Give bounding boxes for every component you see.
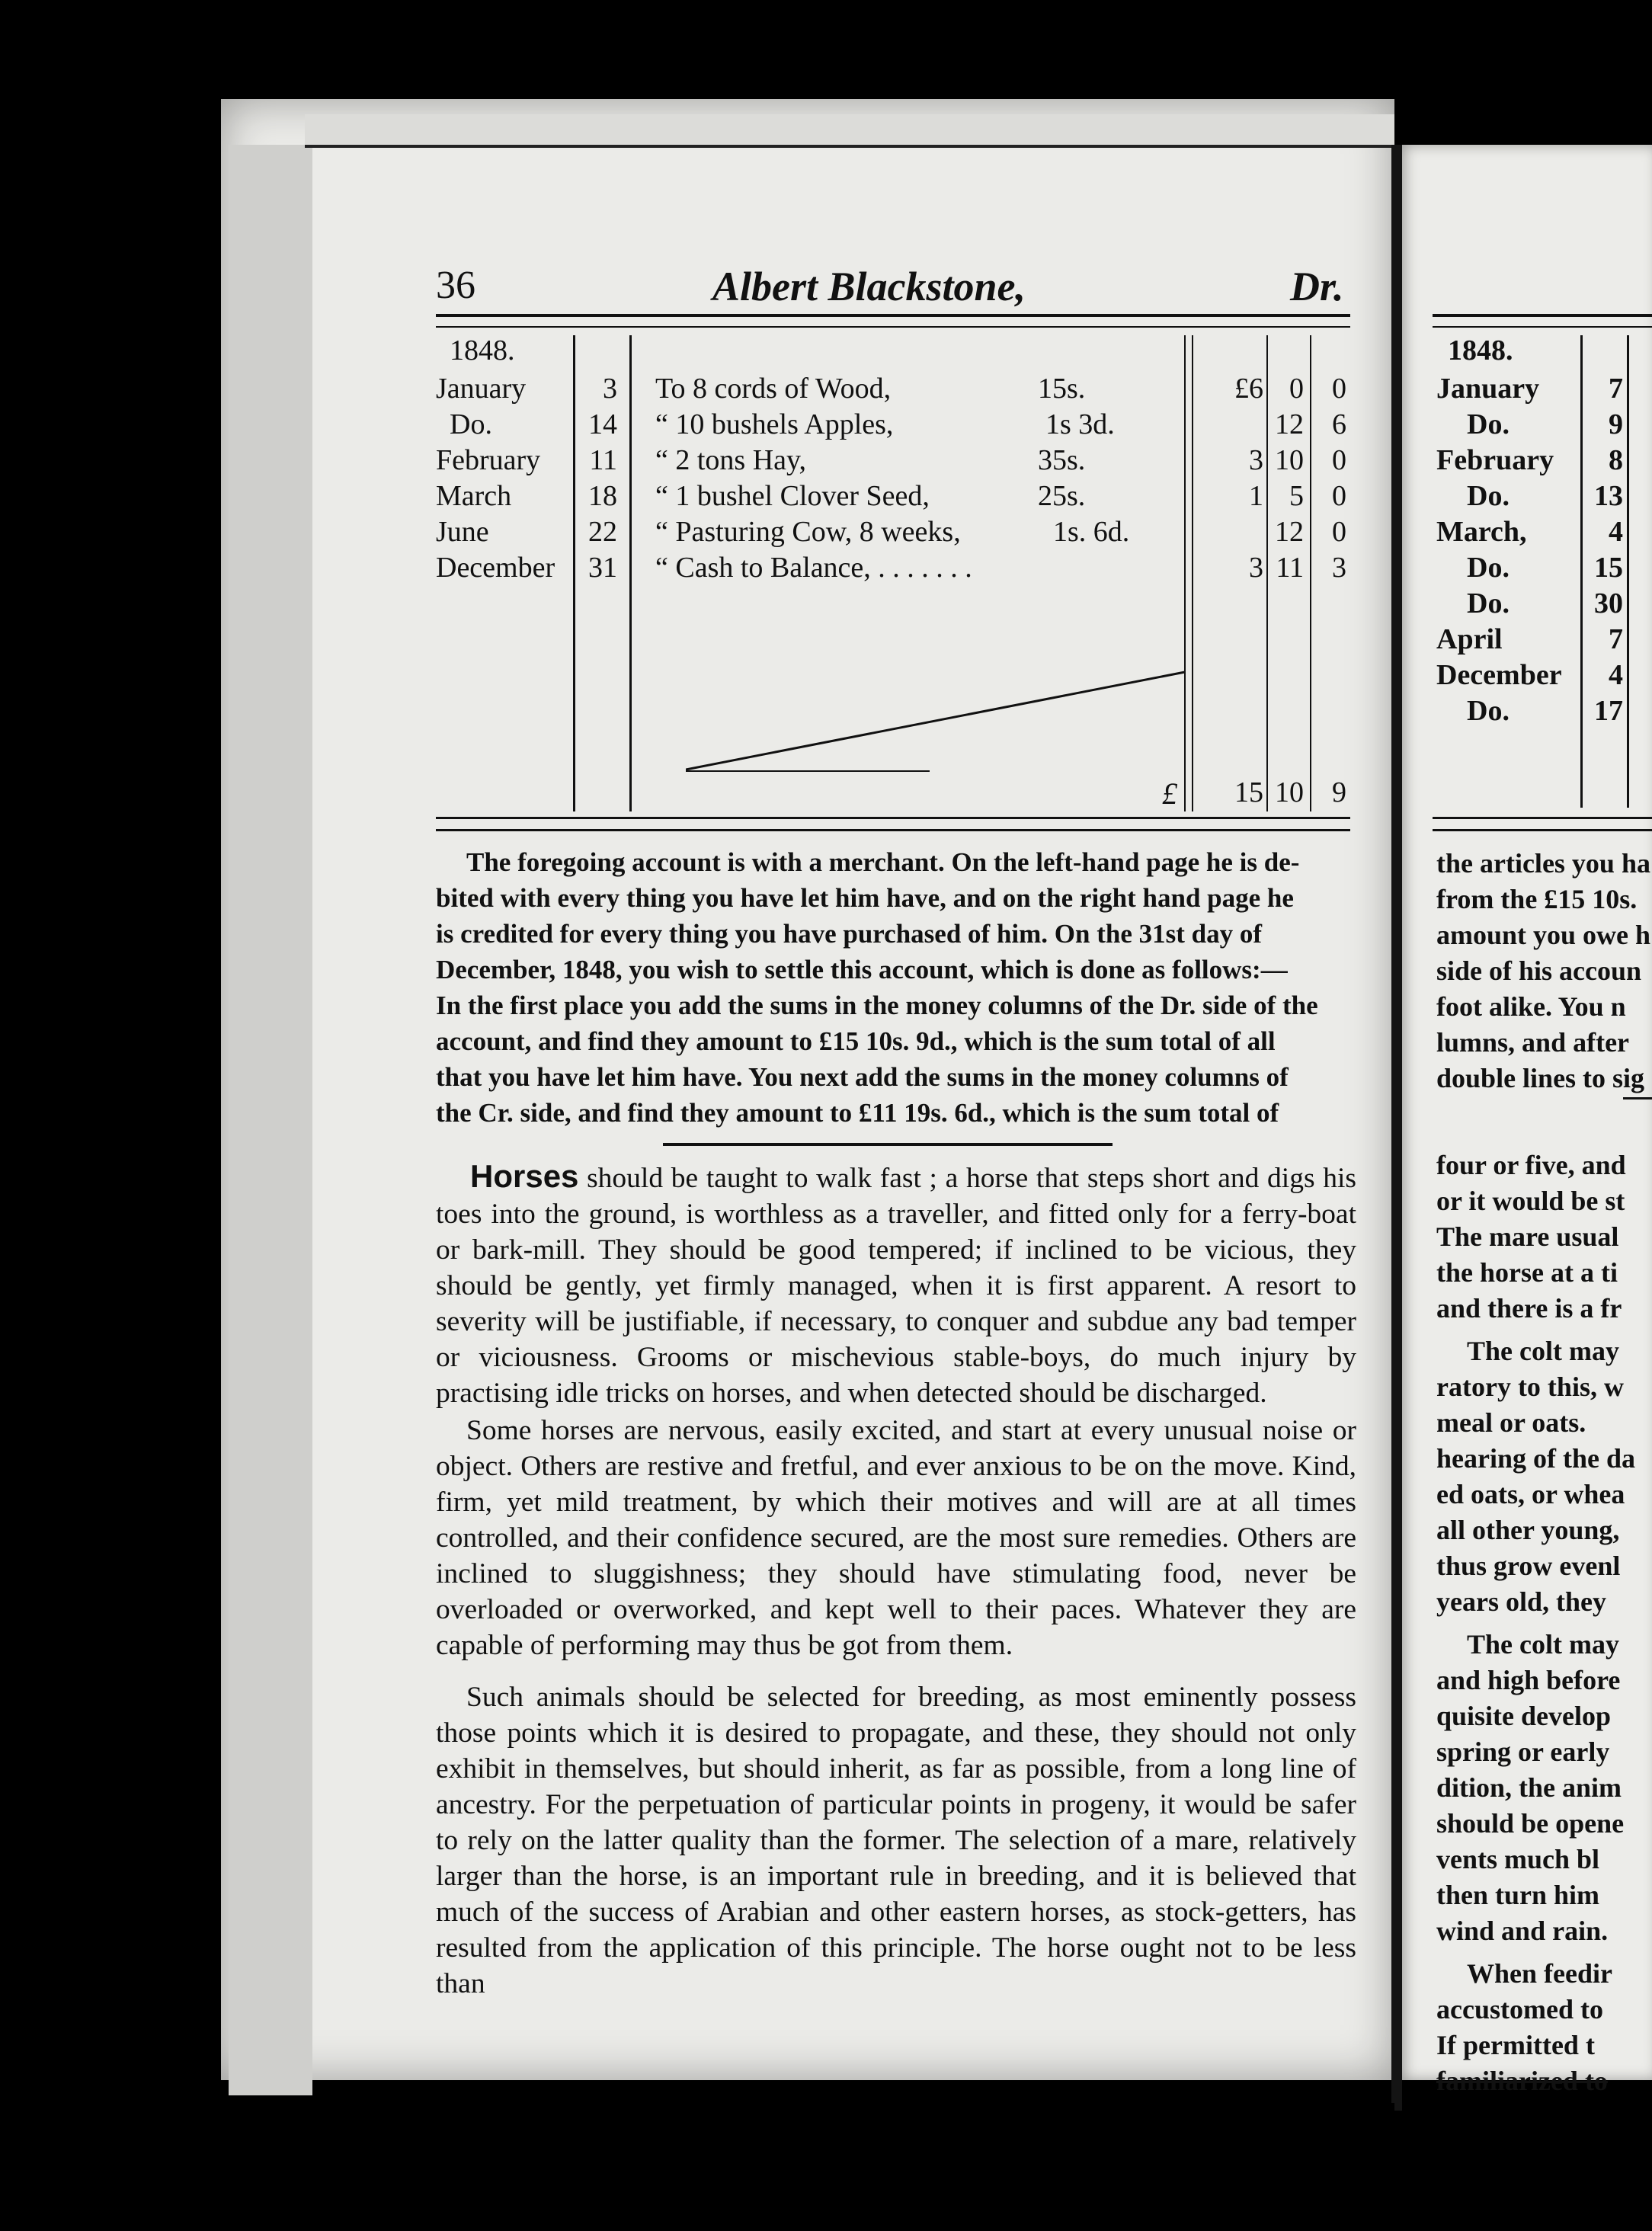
right-text-fragment: thus grow evenl xyxy=(1436,1551,1621,1581)
explanation-line: the Cr. side, and find they amount to £11 19s. 6d., which is the sum total of xyxy=(436,1098,1279,1128)
right-text-fragment: the horse at a ti xyxy=(1436,1257,1618,1288)
ledger-pounds: 1 xyxy=(1249,480,1263,512)
ledger-shillings: 0 xyxy=(1289,373,1304,405)
ledger-pounds: 3 xyxy=(1249,444,1263,476)
ledger-month: Do. xyxy=(450,408,492,440)
ledger-day: 14 xyxy=(588,408,617,440)
right-ledger-bottom-rule-2 xyxy=(1433,829,1652,831)
right-ledger-month: Do. xyxy=(1467,408,1510,440)
ledger-total-shillings: 10 xyxy=(1275,776,1304,808)
right-text-fragment: should be opene xyxy=(1436,1808,1625,1839)
ledger-pence: 6 xyxy=(1332,408,1346,440)
right-ledger-rule xyxy=(1433,314,1652,317)
page-top-edge xyxy=(305,114,1394,148)
right-ledger-day: 13 xyxy=(1594,480,1623,512)
ledger-description: “ 2 tons Hay, xyxy=(655,444,807,476)
right-text-fragment: lumns, and after xyxy=(1436,1027,1630,1058)
ledger-rate: 1s 3d. xyxy=(1045,408,1115,440)
ledger-pounds: 3 xyxy=(1249,552,1263,584)
ledger-total-pence: 9 xyxy=(1332,776,1346,808)
ledger-top-rule xyxy=(436,314,1350,317)
explanation-line: account, and find they amount to £15 10s. 9d., which is the sum total of all xyxy=(436,1026,1276,1056)
ledger-pence: 3 xyxy=(1332,552,1346,584)
right-ledger-month: Do. xyxy=(1467,552,1510,584)
right-text-fragment: accustomed to xyxy=(1436,1994,1603,2025)
right-ledger-day: 9 xyxy=(1609,408,1623,440)
ledger-month: January xyxy=(436,373,527,405)
right-ledger-day: 8 xyxy=(1609,444,1623,476)
page-title: Albert Blackstone, xyxy=(712,264,1026,309)
ledger-description: “ Pasturing Cow, 8 weeks, xyxy=(655,516,961,548)
ledger-total-currency: £ xyxy=(1162,776,1177,811)
ledger-col-rule-date xyxy=(573,335,575,811)
right-ledger-day: 30 xyxy=(1594,587,1623,619)
ledger-pence: 0 xyxy=(1332,480,1346,512)
ledger-shillings: 12 xyxy=(1275,516,1304,548)
page-stack-edge xyxy=(229,145,312,2095)
ledger-rate: 35s. xyxy=(1038,444,1086,476)
explanation-line: bited with every thing you have let him have, and on the right hand page he xyxy=(436,883,1294,913)
book-gutter xyxy=(1391,145,1402,2111)
scan-background xyxy=(221,2103,1394,2231)
right-text-fragment: years old, they xyxy=(1436,1586,1606,1617)
article-paragraph: Such animals should be selected for breeding, as most eminently possess those points which it is desired to propagate, and these, they should not only exhibit in themselves, but should inherit, as far as possible, from a long line of ancestry. For the perpetuation of particular points in progeny, it would be safer to rely on the latter quality than the former. The selection of a mare, relatively larger than the horse, is an important rule in breeding, and it is believed that much of the success of Arabian and other eastern horses, as stock-getters, has resulted from the application of this principle. The horse ought not to be less than xyxy=(436,1682,1356,1999)
ledger-day: 11 xyxy=(589,444,617,476)
right-divider xyxy=(1623,1097,1652,1099)
ledger-pounds: £6 xyxy=(1234,373,1263,405)
right-text-fragment: vents much bl xyxy=(1436,1844,1600,1874)
right-ledger-month: December xyxy=(1436,659,1562,691)
right-text-fragment: the articles you ha xyxy=(1436,848,1650,879)
ledger-col-rule-day xyxy=(629,335,632,811)
right-text-fragment: all other young, xyxy=(1436,1515,1620,1545)
right-text-fragment: and there is a fr xyxy=(1436,1293,1622,1324)
ledger-rate: 25s. xyxy=(1038,480,1086,512)
ledger-month: December xyxy=(436,552,555,584)
right-text-fragment: wind and rain. xyxy=(1436,1916,1609,1946)
ledger-year: 1848. xyxy=(450,334,515,366)
ledger-shillings: 10 xyxy=(1275,444,1304,476)
right-ledger-month: Do. xyxy=(1467,587,1510,619)
ledger-rate: 1s. 6d. xyxy=(1053,516,1130,548)
ledger-month: June xyxy=(436,516,489,548)
ledger-top-rule-2 xyxy=(436,326,1350,328)
article-text: should be taught to walk fast ; a horse that steps short and digs his toes into the ground, is worthless as a traveller, and fitted only for a ferry-boat or bark-mill. They should be good tempered; if inclined to be vicious, they should be gently, yet firmly managed, when it is first apparent. A resort to severity will be justifiable, if necessary, to conquer and subdue any bad temper or viciousness. Grooms or mischevious stable-boys, do much injury by practising idle tricks on horses, and when detected should be discharged. xyxy=(436,1163,1356,1409)
explanation-line: is credited for every thing you have purchased of him. On the 31st day of xyxy=(436,919,1263,949)
ledger-shillings: 11 xyxy=(1276,552,1304,584)
ledger-day: 31 xyxy=(588,552,617,584)
ledger-bottom-rule xyxy=(436,817,1350,819)
right-ledger-month: March, xyxy=(1436,516,1527,548)
right-text-fragment: double lines to sig xyxy=(1436,1063,1645,1093)
explanation-line: December, 1848, you wish to settle this account, which is done as follows:— xyxy=(436,955,1288,984)
right-text-fragment: meal or oats. xyxy=(1436,1407,1586,1438)
right-text-fragment: familiarized to xyxy=(1436,2066,1608,2096)
ledger-rate: 15s. xyxy=(1038,373,1086,405)
balance-flourish xyxy=(686,671,1189,777)
right-ledger-rule-2 xyxy=(1433,326,1652,328)
ledger-day: 3 xyxy=(603,373,617,405)
right-text-fragment: from the £15 10s. xyxy=(1436,884,1638,914)
article-paragraph xyxy=(436,1158,1356,1411)
right-text-fragment: or it would be st xyxy=(1436,1186,1625,1216)
right-ledger-day: 17 xyxy=(1594,695,1623,727)
ledger-col-rule-pounds xyxy=(1266,335,1268,811)
ledger-total-pounds: 15 xyxy=(1234,776,1263,808)
ledger-description: “ 1 bushel Clover Seed, xyxy=(655,480,930,512)
ledger-day: 22 xyxy=(588,516,617,548)
right-ledger-month: Do. xyxy=(1467,695,1510,727)
right-ledger-month: January xyxy=(1436,373,1540,405)
ledger-month: February xyxy=(436,444,541,476)
article-paragraph: Some horses are nervous, easily excited, and start at every unusual noise or object. Others are restive and fretful, and ever anxious to be on the move. Kind, firm, yet mild treatment, by which their motives and will are at all times controlled, and their confidence secured, are the most sure remedies. Others are inclined to sluggishness; they should have stimulating food, never be overloaded or overworked, and kept well to their paces. Whatever they are capable of performing may thus be got from them. xyxy=(436,1415,1356,1661)
right-text-fragment: foot alike. You n xyxy=(1436,991,1626,1022)
right-ledger-year: 1848. xyxy=(1448,334,1513,366)
right-text-fragment: ed oats, or whea xyxy=(1436,1479,1625,1509)
right-text-fragment: If permitted t xyxy=(1436,2030,1595,2060)
explanation-line: that you have let him have. You next add the sums in the money columns of xyxy=(436,1062,1289,1092)
explanation-line: The foregoing account is with a merchant. On the left-hand page he is de- xyxy=(466,847,1300,877)
right-text-fragment: side of his accoun xyxy=(1436,955,1642,986)
right-ledger-day: 4 xyxy=(1609,516,1623,548)
right-text-fragment: ratory to this, w xyxy=(1436,1372,1624,1402)
right-text-fragment: then turn him xyxy=(1436,1880,1600,1910)
ledger-pence: 0 xyxy=(1332,516,1346,548)
right-ledger-col-rule-2 xyxy=(1627,335,1629,808)
ledger-pence: 0 xyxy=(1332,444,1346,476)
right-ledger-day: 7 xyxy=(1609,373,1623,405)
right-ledger-day: 4 xyxy=(1609,659,1623,691)
right-text-fragment: spring or early xyxy=(1436,1736,1610,1767)
lead-word: Horses xyxy=(470,1158,579,1194)
right-text-fragment: The mare usual xyxy=(1436,1221,1619,1252)
right-ledger-month: February xyxy=(1436,444,1554,476)
ledger-shillings: 12 xyxy=(1275,408,1304,440)
right-ledger-month: April xyxy=(1436,623,1503,655)
right-text-fragment: and high before xyxy=(1436,1665,1621,1695)
right-ledger-day: 7 xyxy=(1609,623,1623,655)
debit-heading: Dr. xyxy=(1290,264,1344,309)
right-ledger-day: 15 xyxy=(1594,552,1623,584)
ledger-month: March xyxy=(436,480,512,512)
right-ledger-month: Do. xyxy=(1467,480,1510,512)
right-ledger-bottom-rule xyxy=(1433,817,1652,819)
section-divider xyxy=(663,1143,1113,1146)
right-text-fragment: hearing of the da xyxy=(1436,1443,1635,1474)
right-text-fragment: amount you owe h xyxy=(1436,920,1651,950)
page-number: 36 xyxy=(436,264,475,307)
ledger-pence: 0 xyxy=(1332,373,1346,405)
right-text-fragment: When feedir xyxy=(1467,1958,1612,1989)
explanation-line: In the first place you add the sums in the money columns of the Dr. side of the xyxy=(436,991,1318,1020)
right-text-fragment: dition, the anim xyxy=(1436,1772,1622,1803)
ledger-description: To 8 cords of Wood, xyxy=(655,373,892,405)
ledger-shillings: 5 xyxy=(1289,480,1304,512)
right-text-fragment: four or five, and xyxy=(1436,1150,1626,1180)
ledger-description: “ 10 bushels Apples, xyxy=(655,408,894,440)
ledger-description: “ Cash to Balance, . . . . . . . xyxy=(655,552,972,584)
ledger-col-rule-shillings xyxy=(1310,335,1311,811)
right-text-fragment: quisite develop xyxy=(1436,1701,1612,1731)
right-text-fragment: The colt may xyxy=(1467,1629,1619,1660)
ledger-bottom-rule-2 xyxy=(436,829,1350,831)
right-text-fragment: The colt may xyxy=(1467,1336,1619,1366)
ledger-day: 18 xyxy=(588,480,617,512)
ledger-col-rule-desc-2 xyxy=(1192,335,1193,811)
